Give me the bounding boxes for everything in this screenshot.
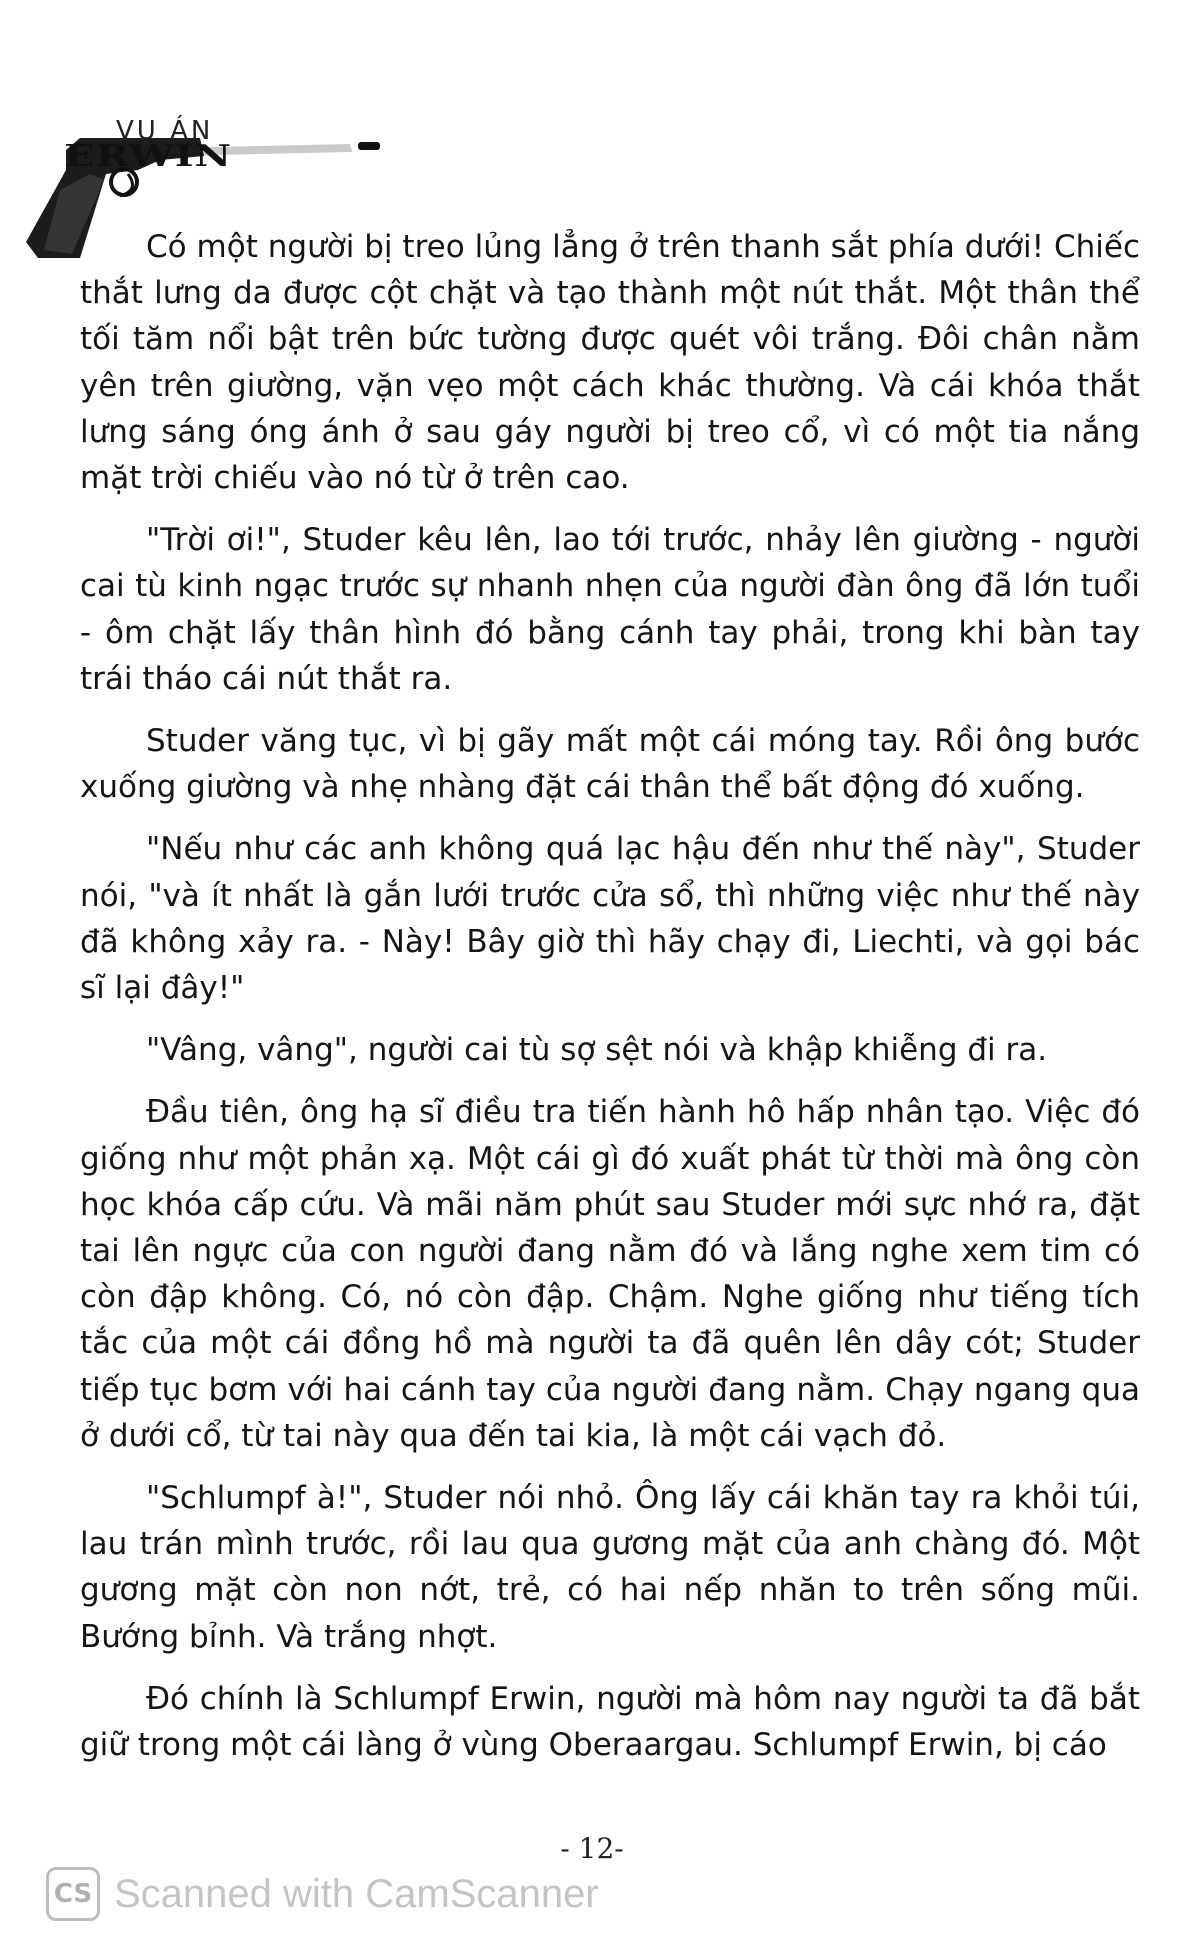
- paragraph: Có một người bị treo lủng lẳng ở trên thanh sắt phía dưới! Chiếc thắt lưng da được cột chặt và tạo thành một nút thắt. Một thân thể tối tăm nổi bật trên bức tường được quét vôi trắng. Đôi chân nằm yên trên giường, vặn vẹo một cách khác thường. Và cái khóa thắt lưng sáng óng ánh ở sau gáy người bị treo cổ, vì có một tia nắng mặt trời chiếu vào nó từ ở trên cao.: [80, 229, 1140, 497]
- paragraph: Đó chính là Schlumpf Erwin, người mà hôm nay người ta đã bắt giữ trong một cái làng ở vùng Oberaargau. Schlumpf Erwin, bị cáo: [80, 1680, 1140, 1764]
- body-text: [80, 224, 1140, 1784]
- paragraph: "Nếu như các anh không quá lạc hậu đến như thế này", Studer nói, "và ít nhất là gắn lưới trước cửa sổ, thì những việc như thế này đã không xảy ra. - Này! Bây giờ thì hãy chạy đi, Liechti, và gọi bác sĩ lại đây!": [80, 831, 1140, 1007]
- paragraph: "Vâng, vâng", người cai tù sợ sệt nói và khập khiễng đi ra.: [146, 1032, 1048, 1069]
- scanner-watermark: [46, 1866, 599, 1922]
- page-number: - 12-: [560, 1832, 624, 1865]
- paragraph: "Schlumpf à!", Studer nói nhỏ. Ông lấy cái khăn tay ra khỏi túi, lau trán mình trước, rồi lau qua gương mặt của anh chàng đó. Một gương mặt còn non nớt, trẻ, có hai nếp nhăn to trên sống mũi. Bướng bỉnh. Và trắng nhợt.: [80, 1480, 1140, 1655]
- camscanner-logo-icon: CS: [46, 1867, 100, 1921]
- logo-title: ERWIN: [64, 138, 233, 174]
- watermark-text: Scanned with CamScanner: [114, 1871, 599, 1916]
- logo-kicker: VỤ ÁN: [116, 116, 214, 146]
- paragraph: Studer văng tục, vì bị gãy mất một cái móng tay. Rồi ông bước xuống giường và nhẹ nhàng đặt cái thân thể bất động đó xuống.: [80, 723, 1140, 806]
- paragraph: "Trời ơi!", Studer kêu lên, lao tới trước, nhảy lên giường - người cai tù kinh ngạc trước sự nhanh nhẹn của người đàn ông đã lớn tuổi - ôm chặt lấy thân hình đó bằng cánh tay phải, trong khi bàn tay trái tháo cái nút thắt ra.: [80, 522, 1140, 697]
- paragraph: Đầu tiên, ông hạ sĩ điều tra tiến hành hô hấp nhân tạo. Việc đó giống như một phản xạ. Một cái gì đó xuất phát từ thời mà ông còn học khóa cấp cứu. Và mãi năm phút sau Studer mới sực nhớ ra, đặt tai lên ngực của con người đang nằm đó và lắng nghe xem tim có còn đập không. Có, nó còn đập. Chậm. Nghe giống như tiếng tích tắc của một cái đồng hồ mà người ta đã quên lên dây cót; Studer tiếp tục bơm với hai cánh tay của người đang nằm. Chạy ngang qua ở dưới cổ, từ tai này qua đến tai kia, là một cái vạch đỏ.: [80, 1094, 1140, 1454]
